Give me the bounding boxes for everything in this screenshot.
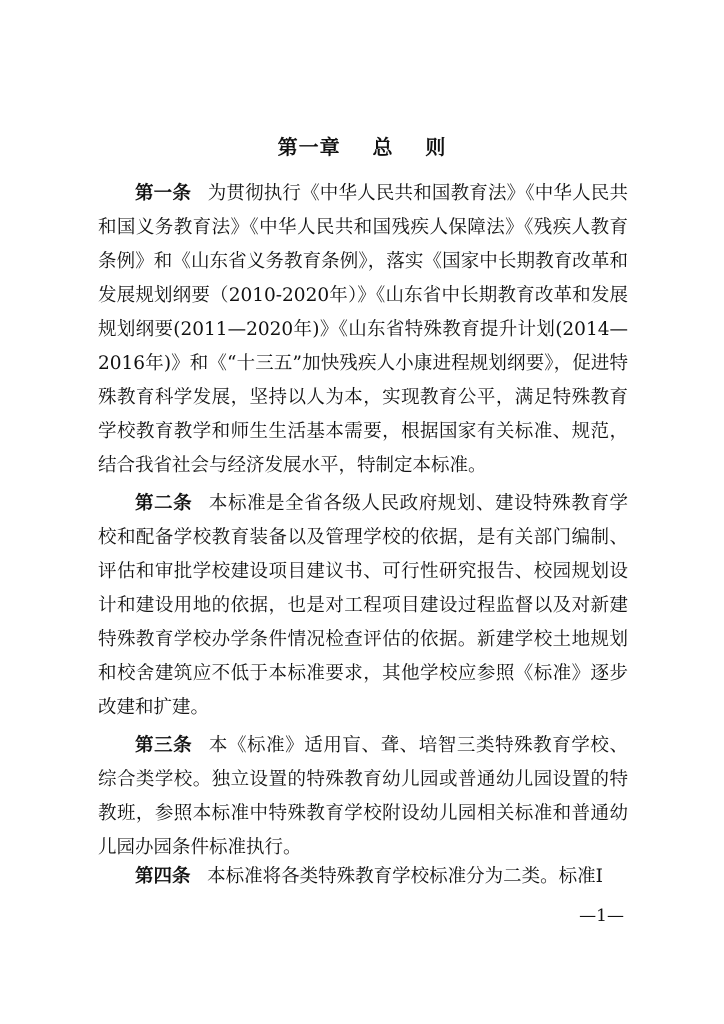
article-paragraph bbox=[98, 729, 628, 865]
article-text: 为贯彻执行《中华人民共和国教育法》《中华人民共和国义务教育法》《中华人民共和国残疾人保障法》《残疾人教育条例》和《山东省义务教育条例》，落实《国家中长期教育改革和发展规划纲要（2010-2020年）》《山东省中长期教育改革和发展规划纲要(2011—2020年)》《山东省特殊教育提升计划(2014—2016年)》和《“十三五”加快残疾人小康进程规划纲要》，促进特殊教育科学发展，坚持以人为本，实现教育公平，满足特殊教育学校教育教学和师生生活基本需要，根据国家有关标准、规范，结合我省社会与经济发展水平，特制定本标准。 bbox=[98, 183, 628, 476]
article-paragraph bbox=[98, 860, 628, 894]
chapter-title: 第一章 总 则 bbox=[277, 135, 447, 159]
article-label: 第四条 bbox=[135, 866, 191, 887]
article-label: 第三条 bbox=[135, 735, 193, 756]
article-text: 本标准将各类特殊教育学校标准分为二类。标准Ⅰ bbox=[207, 866, 603, 887]
article-label: 第二条 bbox=[135, 493, 193, 514]
article-text: 本标准是全省各级人民政府规划、建设特殊教育学校和配备学校教育装备以及管理学校的依据，是有关部门编制、评估和审批学校建设项目建议书、可行性研究报告、校园规划设计和建设用地的依据，也是对工程项目建设过程监督以及对新建特殊教育学校办学条件情况检查评估的依据。新建学校土地规划和校舍建筑应不低于本标准要求，其他学校应参照《标准》逐步改建和扩建。 bbox=[98, 493, 628, 718]
article-label: 第一条 bbox=[135, 183, 192, 204]
article-text: 本《标准》适用盲、聋、培智三类特殊教育学校、综合类学校。独立设置的特殊教育幼儿园或普通幼儿园设置的特教班，参照本标准中特殊教育学校附设幼儿园相关标准和普通幼儿园办园条件标准执行。 bbox=[98, 735, 628, 858]
page-number: —1— bbox=[579, 906, 624, 926]
article-paragraph bbox=[98, 487, 628, 725]
article-paragraph bbox=[98, 177, 628, 483]
